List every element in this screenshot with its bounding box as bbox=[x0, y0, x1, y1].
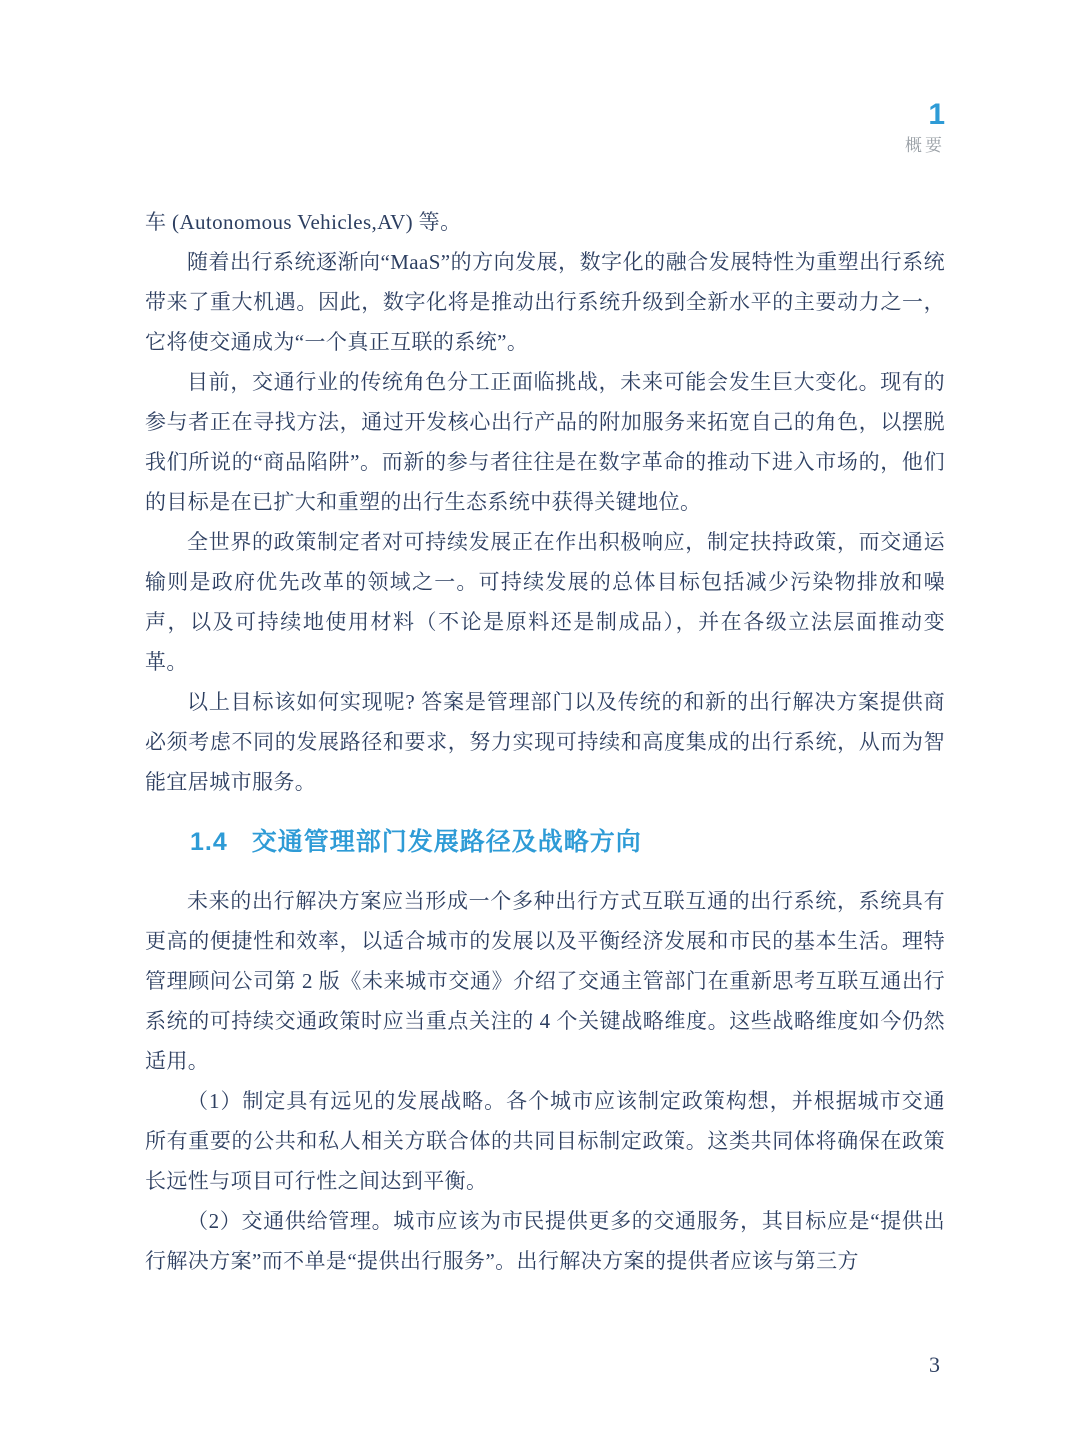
chapter-label: 概要 bbox=[905, 136, 945, 155]
paragraph-industry-roles: 目前，交通行业的传统角色分工正面临挑战，未来可能会发生巨大变化。现有的参与者正在寻找方法，通过开发核心出行产品的附加服务来拓宽自己的角色，以摆脱我们所说的“商品陷阱”。而新的参与者往往是在数字革命的推动下进入市场的，他们的目标是在已扩大和重塑的出行生态系统中获得关键地位。 bbox=[145, 370, 945, 515]
paragraph-strategy-1: （1）制定具有远见的发展战略。各个城市应该制定政策构想，并根据城市交通所有重要的公共和私人相关方联合体的共同目标制定政策。这类共同体将确保在政策长远性与项目可行性之间达到平衡。 bbox=[145, 1088, 945, 1193]
paragraph-maas: 随着出行系统逐渐向“MaaS”的方向发展，数字化的融合发展特性为重塑出行系统带来了重大机遇。因此，数字化将是推动出行系统升级到全新水平的主要动力之一，它将使交通成为“一个真正互联的系统”。 bbox=[145, 250, 945, 355]
section-title: 交通管理部门发展路径及战略方向 bbox=[251, 828, 642, 857]
section-number: 1.4 bbox=[190, 828, 228, 857]
page-number: 3 bbox=[929, 1352, 940, 1377]
paragraph-goals: 以上目标该如何实现呢? 答案是管理部门以及传统的和新的出行解决方案提供商必须考虑不同的发展路径和要求，努力实现可持续和高度集成的出行系统，从而为智能宜居城市服务。 bbox=[145, 690, 945, 795]
paragraph-future-solutions: 未来的出行解决方案应当形成一个多种出行方式互联互通的出行系统，系统具有更高的便捷性和效率，以适合城市的发展以及平衡经济发展和市民的基本生活。理特管理顾问公司第 2 版《未来城市交通》介绍了交通主管部门在重新思考互联互通出行系统的可持续交通政策时应当重点关注的 4 个关键战略维度。这些战略维度如今仍然适用。 bbox=[145, 888, 945, 1073]
paragraph-continuation: 车 (Autonomous Vehicles,AV) 等。 bbox=[145, 210, 462, 235]
chapter-number: 1 bbox=[928, 98, 945, 131]
paragraph-strategy-2: （2）交通供给管理。城市应该为市民提供更多的交通服务，其目标应是“提供出行解决方案”而不单是“提供出行服务”。出行解决方案的提供者应该与第三方 bbox=[145, 1208, 945, 1273]
page-body bbox=[145, 202, 945, 1281]
section-heading bbox=[190, 826, 945, 859]
chapter-header bbox=[145, 100, 945, 156]
paragraph-policy-makers: 全世界的政策制定者对可持续发展正在作出积极响应，制定扶持政策，而交通运输则是政府优先改革的领域之一。可持续发展的总体目标包括减少污染物排放和噪声，以及可持续地使用材料（不论是原料还是制成品），并在各级立法层面推动变革。 bbox=[145, 530, 945, 675]
